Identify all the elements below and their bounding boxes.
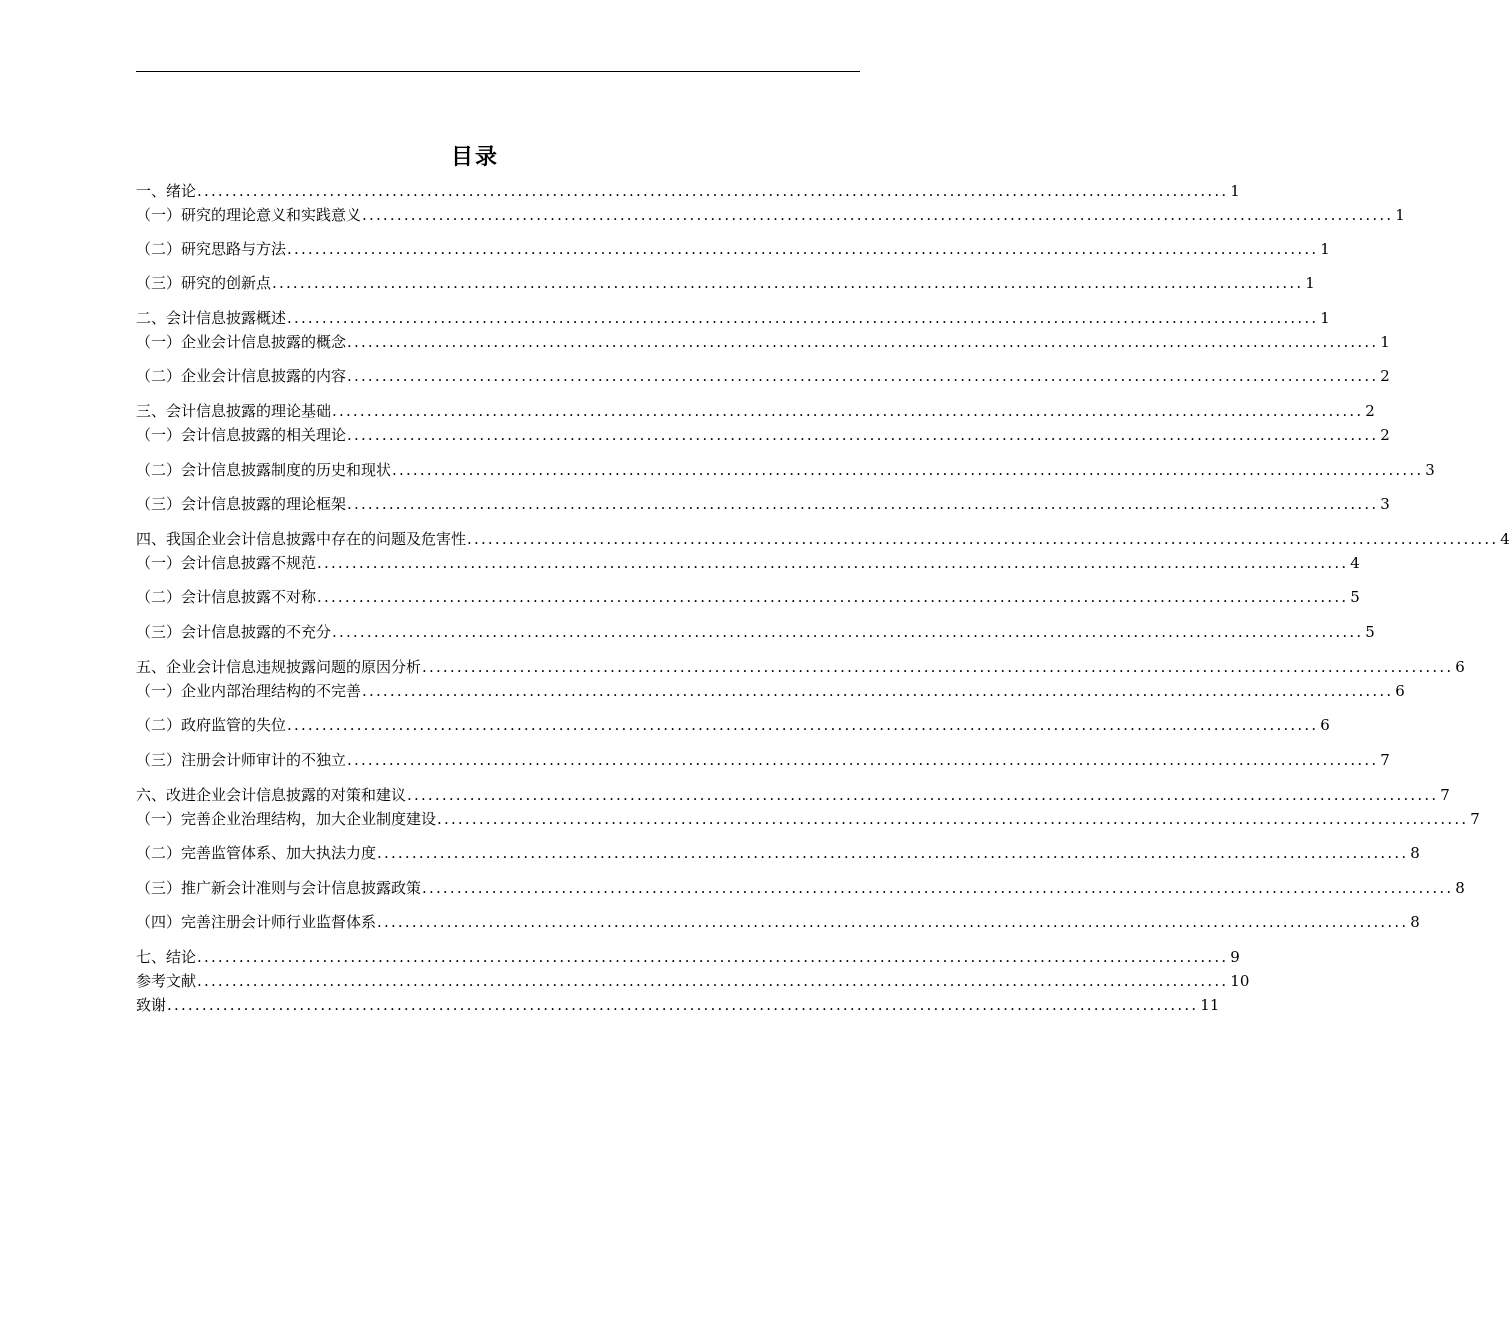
toc-page-number: 11 xyxy=(1200,996,1220,1014)
toc-entry-text: 四、我国企业会计信息披露中存在的问题及危害性 xyxy=(136,530,467,548)
dot-leader: .................................................................................................................................................... xyxy=(287,240,1319,258)
toc-entry-text: 致谢 xyxy=(136,996,167,1014)
toc-entry-text: （二）会计信息披露制度的历史和现状 xyxy=(136,461,392,479)
dot-leader: .................................................................................................................................................... xyxy=(332,623,1364,641)
toc-entry[interactable] xyxy=(136,528,1510,550)
toc-page-number: 4 xyxy=(1350,554,1360,572)
toc-entry-text: （二）研究思路与方法 xyxy=(136,240,287,258)
toc-entry-text: （三）注册会计师审计的不独立 xyxy=(136,751,347,769)
toc-entry-text: （三）推广新会计准则与会计信息披露政策 xyxy=(136,879,422,897)
toc-entry-text: （一）研究的理论意义和实践意义 xyxy=(136,206,362,224)
toc-entry-text: （一）会计信息披露的相关理论 xyxy=(136,426,347,444)
toc-entry[interactable] xyxy=(136,180,1240,202)
dot-leader: .................................................................................................................................................... xyxy=(392,461,1424,479)
toc-entry[interactable] xyxy=(136,656,1465,678)
dot-leader: .................................................................................................................................................... xyxy=(347,495,1379,513)
dot-leader: .................................................................................................................................................... xyxy=(347,367,1379,385)
toc-page-number: 1 xyxy=(1305,274,1315,292)
toc-page-number: 8 xyxy=(1410,844,1420,862)
toc-entry-text: （四）完善注册会计师行业监督体系 xyxy=(136,913,377,931)
toc-entry[interactable] xyxy=(136,808,1480,830)
dot-leader: .................................................................................................................................................... xyxy=(347,426,1379,444)
toc-page-number: 10 xyxy=(1230,972,1250,990)
toc-entry[interactable] xyxy=(136,946,1240,968)
dot-leader: .................................................................................................................................................... xyxy=(287,309,1319,327)
toc-entry-text: （二）会计信息披露不对称 xyxy=(136,588,317,606)
toc-entry[interactable] xyxy=(136,970,1250,992)
toc-page-number: 9 xyxy=(1230,948,1240,966)
toc-page-number: 1 xyxy=(1395,206,1405,224)
toc-entry[interactable] xyxy=(136,331,1390,353)
toc-page-number: 2 xyxy=(1380,426,1390,444)
toc-page-number: 8 xyxy=(1455,879,1465,897)
toc-page-number: 2 xyxy=(1380,367,1390,385)
dot-leader: .................................................................................................................................................... xyxy=(347,333,1379,351)
dot-leader: .................................................................................................................................................... xyxy=(407,786,1439,804)
toc-page-number: 6 xyxy=(1395,682,1405,700)
toc-page-number: 6 xyxy=(1320,716,1330,734)
toc-entry[interactable] xyxy=(136,552,1360,574)
toc-entry[interactable] xyxy=(136,714,1330,736)
toc-entry-text: 五、企业会计信息违规披露问题的原因分析 xyxy=(136,658,422,676)
toc-page-number: 7 xyxy=(1440,786,1450,804)
toc-entry[interactable] xyxy=(136,400,1375,422)
toc-entry[interactable] xyxy=(136,784,1450,806)
toc-entry[interactable] xyxy=(136,272,1315,294)
dot-leader: .................................................................................................................................................... xyxy=(362,682,1394,700)
dot-leader: .................................................................................................................................................... xyxy=(422,658,1454,676)
toc-entry-text: （一）企业内部治理结构的不完善 xyxy=(136,682,362,700)
toc-entry[interactable] xyxy=(136,204,1405,226)
dot-leader: .................................................................................................................................................... xyxy=(422,879,1454,897)
toc-entry[interactable] xyxy=(136,749,1390,771)
dot-leader: .................................................................................................................................................... xyxy=(317,588,1349,606)
toc-page-number: 6 xyxy=(1455,658,1465,676)
toc-entry-text: 一、绪论 xyxy=(136,182,197,200)
dot-leader: .................................................................................................................................................... xyxy=(362,206,1394,224)
dot-leader: .................................................................................................................................................... xyxy=(287,716,1319,734)
toc-page-number: 3 xyxy=(1425,461,1435,479)
dot-leader: .................................................................................................................................................... xyxy=(272,274,1304,292)
toc-entry-text: 参考文献 xyxy=(136,972,197,990)
toc-page-number: 4 xyxy=(1500,530,1510,548)
dot-leader: .................................................................................................................................................... xyxy=(467,530,1499,548)
toc-page-number: 8 xyxy=(1410,913,1420,931)
dot-leader: .................................................................................................................................................... xyxy=(197,182,1229,200)
toc-entry[interactable] xyxy=(136,459,1435,481)
dot-leader: .................................................................................................................................................... xyxy=(332,402,1364,420)
toc-entry-text: 二、会计信息披露概述 xyxy=(136,309,287,327)
toc-page-number: 5 xyxy=(1350,588,1360,606)
toc-entry-text: 三、会计信息披露的理论基础 xyxy=(136,402,332,420)
toc-entry[interactable] xyxy=(136,493,1390,515)
toc-entry-text: （二）政府监管的失位 xyxy=(136,716,287,734)
dot-leader: .................................................................................................................................................... xyxy=(347,751,1379,769)
toc-page-number: 7 xyxy=(1470,810,1480,828)
toc-entry[interactable] xyxy=(136,424,1390,446)
toc-entry[interactable] xyxy=(136,994,1220,1016)
toc-entry-text: （二）完善监管体系、加大执法力度 xyxy=(136,844,377,862)
toc-entry-text: （一）完善企业治理结构，加大企业制度建设 xyxy=(136,810,437,828)
dot-leader: .................................................................................................................................................... xyxy=(317,554,1349,572)
toc-entry-text: （一）会计信息披露不规范 xyxy=(136,554,317,572)
toc-entry-text: （三）会计信息披露的不充分 xyxy=(136,623,332,641)
dot-leader: .................................................................................................................................................... xyxy=(377,844,1409,862)
toc-page-number: 2 xyxy=(1365,402,1375,420)
toc-entry[interactable] xyxy=(136,877,1465,899)
toc-entry-text: 六、改进企业会计信息披露的对策和建议 xyxy=(136,786,407,804)
toc-entry-text: （二）企业会计信息披露的内容 xyxy=(136,367,347,385)
toc-entry[interactable] xyxy=(136,842,1420,864)
toc-title: 目录 xyxy=(450,145,499,170)
toc-entry[interactable] xyxy=(136,911,1420,933)
toc-page-number: 7 xyxy=(1380,751,1390,769)
toc-entry[interactable] xyxy=(136,621,1375,643)
toc-page-number: 5 xyxy=(1365,623,1375,641)
toc-entry-text: （三）会计信息披露的理论框架 xyxy=(136,495,347,513)
toc-page-number: 1 xyxy=(1380,333,1390,351)
toc-entry-text: 七、结论 xyxy=(136,948,197,966)
toc-entry[interactable] xyxy=(136,365,1390,387)
dot-leader: .................................................................................................................................................... xyxy=(197,948,1229,966)
toc-page-number: 3 xyxy=(1380,495,1390,513)
dot-leader: .................................................................................................................................................... xyxy=(377,913,1409,931)
toc-page-number: 1 xyxy=(1320,309,1330,327)
toc-entry-text: （一）企业会计信息披露的概念 xyxy=(136,333,347,351)
toc-entry[interactable] xyxy=(136,586,1360,608)
dot-leader: .................................................................................................................................................... xyxy=(197,972,1229,990)
dot-leader: .................................................................................................................................................... xyxy=(437,810,1469,828)
toc-entry-text: （三）研究的创新点 xyxy=(136,274,272,292)
toc-entry[interactable] xyxy=(136,238,1330,260)
toc-entry[interactable] xyxy=(136,680,1405,702)
toc-entry[interactable] xyxy=(136,307,1330,329)
toc-page-number: 1 xyxy=(1320,240,1330,258)
header-rule xyxy=(136,71,860,72)
dot-leader: .................................................................................................................................................... xyxy=(167,996,1199,1014)
toc-page-number: 1 xyxy=(1230,182,1240,200)
